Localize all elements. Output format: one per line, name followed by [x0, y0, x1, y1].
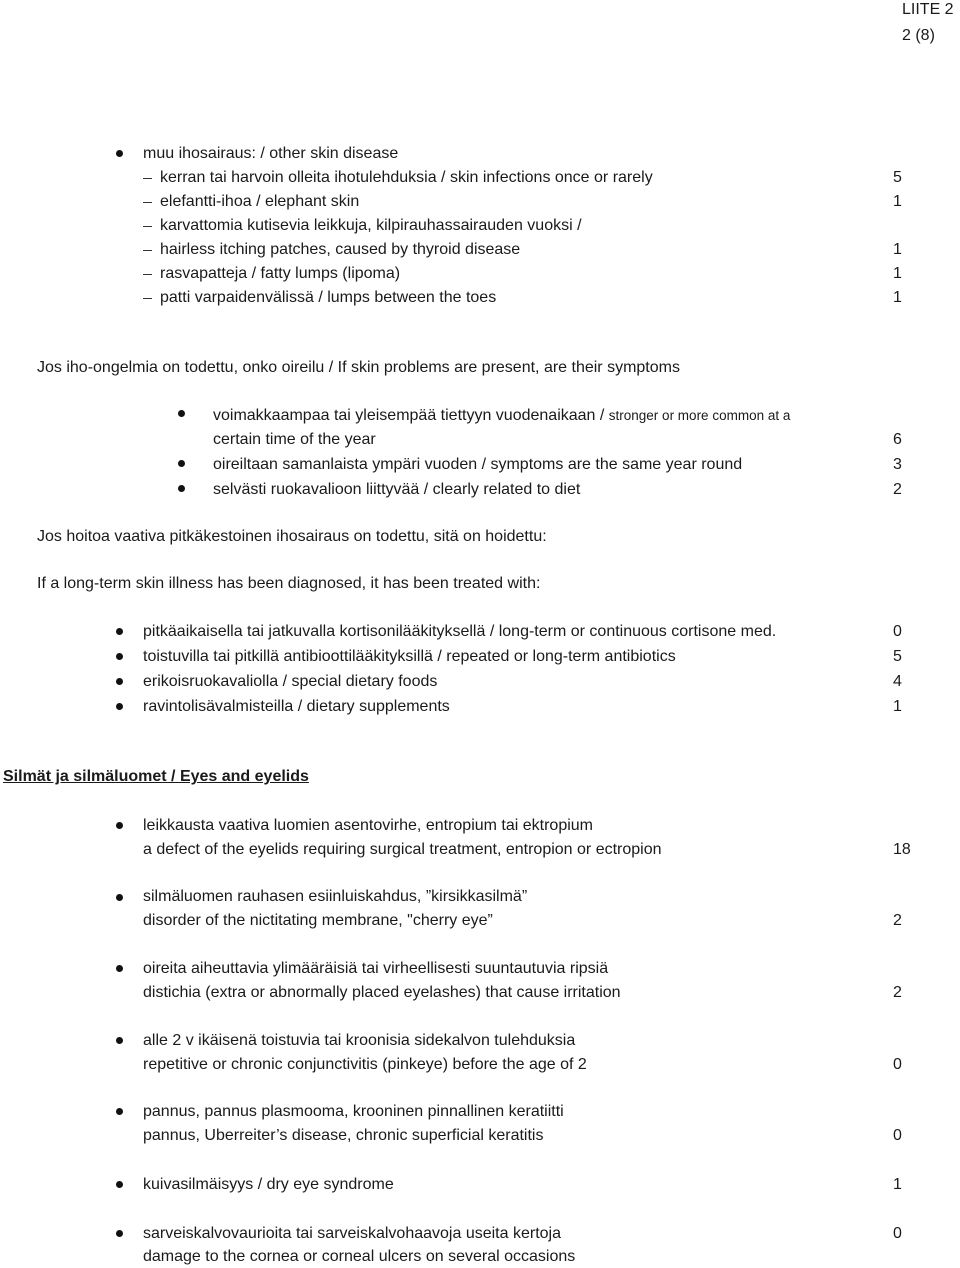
count: 0: [893, 1225, 902, 1242]
treatment-intro-fi: Jos hoitoa vaativa pitkäkestoinen ihosairaus on todettu, sitä on hoidettu:: [37, 528, 547, 545]
dash-marker: [143, 226, 152, 227]
count: 0: [893, 623, 902, 640]
eye-item-fi: silmäluomen rauhasen esiinluiskahdus, ”kirsikkasilmä”: [143, 888, 528, 905]
count: 1: [893, 289, 902, 306]
symptom-item-1-en: stronger or more common at a: [608, 408, 791, 423]
symptom-item-3: selvästi ruokavalioon liittyvää / clearly related to diet: [213, 481, 581, 498]
count: 3: [893, 456, 902, 473]
symptoms-intro: Jos iho-ongelmia on todettu, onko oireilu / If skin problems are present, are their symptoms: [37, 359, 680, 376]
list-item: patti varpaidenvälissä / lumps between the toes: [160, 289, 497, 306]
bullet: [116, 1108, 123, 1115]
bullet: [116, 703, 123, 710]
count: 2: [893, 984, 902, 1001]
count: 2: [893, 481, 902, 498]
symptom-item-1-fi: voimakkaampaa tai yleisempää tiettyyn vuodenaikaan /: [213, 407, 609, 424]
bullet: [116, 822, 123, 829]
count: 1: [893, 698, 902, 715]
bullet: [116, 965, 123, 972]
count: 6: [893, 431, 902, 448]
count: 1: [893, 193, 902, 210]
other-skin-title: muu ihosairaus: / other skin disease: [143, 145, 399, 162]
eye-item-en: disorder of the nictitating membrane, "cherry eye”: [143, 912, 493, 929]
bullet: [116, 1037, 123, 1044]
treatment-intro-en: If a long-term skin illness has been diagnosed, it has been treated with:: [37, 575, 541, 592]
bullet: [116, 894, 123, 901]
count: 1: [893, 265, 902, 282]
eye-item-fi: oireita aiheuttavia ylimääräisiä tai virheellisesti suuntautuvia ripsiä: [143, 960, 609, 977]
symptom-item-2: oireiltaan samanlaista ympäri vuoden / symptoms are the same year round: [213, 456, 743, 473]
list-item: karvattomia kutisevia leikkuja, kilpirauhassairauden vuoksi /: [160, 217, 582, 234]
eye-item-en: pannus, Uberreiter’s disease, chronic superficial keratitis: [143, 1127, 544, 1144]
count: 0: [893, 1056, 902, 1073]
treatment-item: erikoisruokavaliolla / special dietary foods: [143, 673, 438, 690]
dash-marker: [143, 250, 152, 251]
bullet: [178, 460, 185, 467]
section-heading-eyes: Silmät ja silmäluomet / Eyes and eyelids: [3, 768, 309, 785]
list-item: hairless itching patches, caused by thyroid disease: [160, 241, 521, 258]
symptom-item-1: [213, 406, 790, 426]
page-number: 2 (8): [902, 27, 935, 44]
bullet: [116, 628, 123, 635]
appendix-label: LIITE 2: [902, 1, 954, 18]
list-item: elefantti-ihoa / elephant skin: [160, 193, 360, 210]
eye-item-fi: alle 2 v ikäisenä toistuvia tai kroonisia sidekalvon tulehduksia: [143, 1032, 576, 1049]
eye-item-fi: leikkausta vaativa luomien asentovirhe, entropium tai ektropium: [143, 817, 594, 834]
eye-item-en: distichia (extra or abnormally placed eyelashes) that cause irritation: [143, 984, 621, 1001]
count: 2: [893, 912, 902, 929]
bullet: [116, 678, 123, 685]
eye-item-en: repetitive or chronic conjunctivitis (pinkeye) before the age of 2: [143, 1056, 587, 1073]
count: 5: [893, 169, 902, 186]
bullet: [116, 1181, 123, 1188]
bullet: [116, 1230, 123, 1237]
eye-item-fi: sarveiskalvovaurioita tai sarveiskalvohaavoja useita kertoja: [143, 1225, 561, 1242]
bullet: [116, 150, 123, 157]
count: 1: [893, 241, 902, 258]
eye-item-en: damage to the cornea or corneal ulcers on several occasions: [143, 1248, 576, 1265]
symptom-item-1-line2: certain time of the year: [213, 431, 376, 448]
bullet: [178, 485, 185, 492]
eye-item-en: a defect of the eyelids requiring surgical treatment, entropion or ectropion: [143, 841, 662, 858]
treatment-item: pitkäaikaisella tai jatkuvalla kortisonilääkityksellä / long-term or continuous cortisone med.: [143, 623, 777, 640]
count: 1: [893, 1176, 902, 1193]
dash-marker: [143, 274, 152, 275]
dash-marker: [143, 298, 152, 299]
count: 18: [893, 841, 911, 858]
list-item: rasvapatteja / fatty lumps (lipoma): [160, 265, 401, 282]
treatment-item: toistuvilla tai pitkillä antibioottilääkityksillä / repeated or long-term antibiotics: [143, 648, 676, 665]
count: 5: [893, 648, 902, 665]
dash-marker: [143, 202, 152, 203]
treatment-item: ravintolisävalmisteilla / dietary supplements: [143, 698, 450, 715]
eye-item-fi: kuivasilmäisyys / dry eye syndrome: [143, 1176, 394, 1193]
bullet: [178, 410, 185, 417]
count: 4: [893, 673, 902, 690]
count: 0: [893, 1127, 902, 1144]
bullet: [116, 653, 123, 660]
list-item: kerran tai harvoin olleita ihotulehduksia / skin infections once or rarely: [160, 169, 653, 186]
eye-item-fi: pannus, pannus plasmooma, krooninen pinnallinen keratiitti: [143, 1103, 564, 1120]
dash-marker: [143, 178, 152, 179]
